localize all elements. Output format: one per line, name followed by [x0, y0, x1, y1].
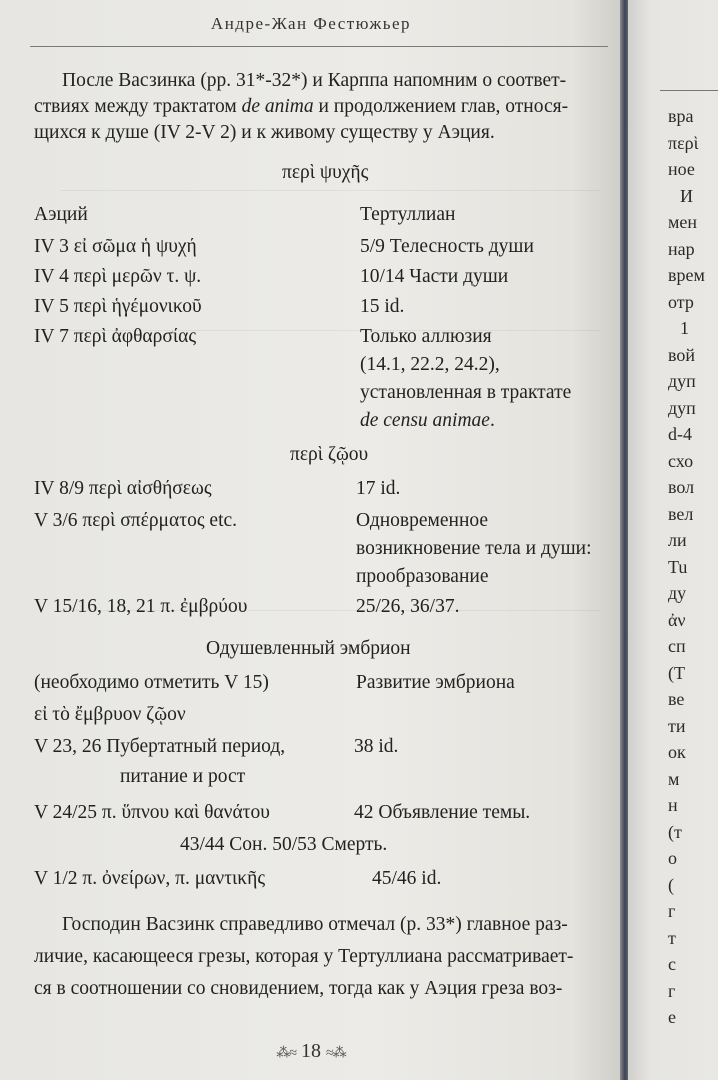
right-page-line-fragment: ( [668, 874, 674, 895]
section-title-psyche: περὶ ψυχῆς [282, 162, 369, 183]
right-page-line-fragment: ἀν [668, 609, 686, 630]
right-page-line-fragment: вой [668, 344, 696, 365]
column-head-aetius: Аэций [34, 204, 88, 225]
right-page-line-fragment: Tu [668, 556, 688, 577]
row-left: V 23, 26 Пубертатный период, [34, 736, 286, 757]
right-page-line-fragment: с [668, 954, 676, 974]
right-page-line-fragment: н [668, 795, 678, 815]
row-right: 45/46 id. [372, 868, 442, 889]
row-right: Одновременное [356, 510, 489, 531]
right-page-line-fragment: г [668, 980, 676, 1001]
row-left-greek: εἰ τὸ ἔμβρυον ζῷον [34, 704, 186, 725]
right-page-line-fragment: вол [668, 477, 695, 497]
row-left: V 24/25 π. ὕπνου καὶ θανάτου [34, 802, 270, 823]
right-page-line-fragment: отр [668, 291, 694, 312]
row-right: 17 id. [356, 478, 401, 499]
right-page-line-fragment: ли [668, 530, 687, 550]
bleed-through-line [60, 190, 600, 191]
right-page-line-fragment: дуп [668, 371, 696, 391]
closing-line-2: личие, касающееся грезы, которая у Тертуллиана рассматривает- [34, 946, 574, 967]
right-page-line-fragment: нар [668, 238, 695, 259]
intro-line-2 [34, 94, 568, 120]
header-rule [30, 46, 608, 47]
intro-text: и продолжением глав, относя- [313, 96, 569, 117]
right-page-line-fragment: περὶ [668, 132, 699, 153]
right-page-line-fragment: вра [668, 106, 694, 126]
row-right-continuation: 43/44 Сон. 50/53 Смерть. [180, 834, 388, 855]
right-page-line-fragment: м [668, 768, 680, 789]
column-head-tertullian: Тертуллиан [360, 204, 456, 225]
ornament-right-icon: ≈⁂ [326, 1046, 346, 1061]
right-page-line-fragment: d-4 [668, 424, 692, 444]
row-right: 42 Объявление темы. [354, 802, 531, 823]
closing-line-3: ся в соотношении со сновидением, тогда как у Аэция греза воз- [34, 978, 563, 999]
row-left: IV 5 περὶ ἡγέμονικοῦ [34, 296, 202, 317]
right-page-line-fragment: ве [668, 689, 685, 709]
row-left: V 3/6 περὶ σπέρματος etc. [34, 510, 238, 531]
row-right-continuation: установленная в трактате [360, 382, 572, 403]
intro-line-1: После Васзинка (pp. 31*-32*) и Карппа напомним о соответ- [62, 70, 567, 91]
page-number: 18 [301, 1040, 321, 1062]
intro-line-3: щихся к душе (IV 2-V 2) и к живому существу у Аэция. [34, 122, 495, 143]
row-left: IV 3 εἰ σῶμα ἡ ψυχή [34, 236, 197, 257]
row-left: V 1/2 π. ὀνείρων, π. μαντικῆς [34, 868, 266, 889]
right-page-line-fragment: схо [668, 450, 694, 471]
row-right: Только аллюзия [360, 326, 492, 347]
row-left: IV 7 περὶ ἀφθαρσίας [34, 326, 197, 347]
right-page-line-fragment: ное [668, 159, 695, 179]
section-title-zoon: περὶ ζῷου [290, 444, 369, 465]
right-page-line-fragment: дуп [668, 397, 696, 418]
right-page-line-fragment: г [668, 901, 676, 921]
row-right-continuation [360, 410, 495, 432]
row-left: IV 8/9 περὶ αἰσθήσεως [34, 478, 212, 499]
row-right: 38 id. [354, 736, 399, 757]
intro-paragraph [34, 68, 568, 146]
row-right: 5/9 Телесность души [360, 236, 534, 257]
running-head: Андре-Жан Фестюжьер [210, 14, 412, 33]
row-right-continuation: (14.1, 22.2, 24.2), [360, 354, 500, 375]
period: . [489, 410, 495, 431]
row-left: (необходимо отметить V 15) [34, 672, 269, 693]
right-page-line-fragment: ок [668, 742, 686, 762]
right-page-line-fragment: ти [668, 715, 686, 736]
page-footer [0, 1040, 622, 1063]
row-right-continuation: возникновение тела и души: [356, 538, 592, 559]
section-title-embryo: Одушевленный эмбрион [206, 638, 411, 659]
right-page-line-fragment: о [668, 848, 677, 868]
row-left: V 15/16, 18, 21 π. ἐμβρύου [34, 596, 248, 617]
row-left-continuation: питание и рост [120, 766, 246, 787]
right-page-line-fragment: (т [668, 821, 682, 842]
right-page-line-fragment: ду [668, 583, 687, 603]
right-page-line-fragment: вел [668, 503, 694, 524]
right-page-rule [660, 90, 718, 91]
row-right: 10/14 Части души [360, 266, 509, 287]
row-right: 15 id. [360, 296, 405, 317]
closing-line-1: Господин Васзинк справедливо отмечал (p. 33*) главное раз- [62, 914, 568, 935]
row-right: 25/26, 36/37. [356, 596, 460, 617]
row-right: Развитие эмбриона [356, 672, 515, 693]
latin-treatise-title: de censu animae [360, 410, 490, 431]
right-page-line-fragment: сп [668, 636, 686, 656]
closing-paragraph [34, 912, 573, 1002]
row-left: IV 4 περὶ μερῶν τ. ψ. [34, 266, 202, 287]
right-page-line-fragment: врем [668, 265, 705, 285]
right-page-line-fragment: е [668, 1007, 676, 1027]
right-page-line-fragment: И [680, 185, 693, 206]
right-page-line-fragment: т [668, 927, 676, 948]
intro-latin-title: de anima [241, 96, 314, 117]
right-page-line-fragment: (Т [668, 662, 685, 683]
row-right-continuation: прообразование [356, 566, 489, 587]
ornament-left-icon: ⁂≈ [276, 1046, 296, 1061]
right-page-line-fragment: 1 [680, 318, 689, 338]
intro-text: ствиях между трактатом [34, 96, 242, 117]
right-page-line-fragment: мен [668, 212, 698, 232]
